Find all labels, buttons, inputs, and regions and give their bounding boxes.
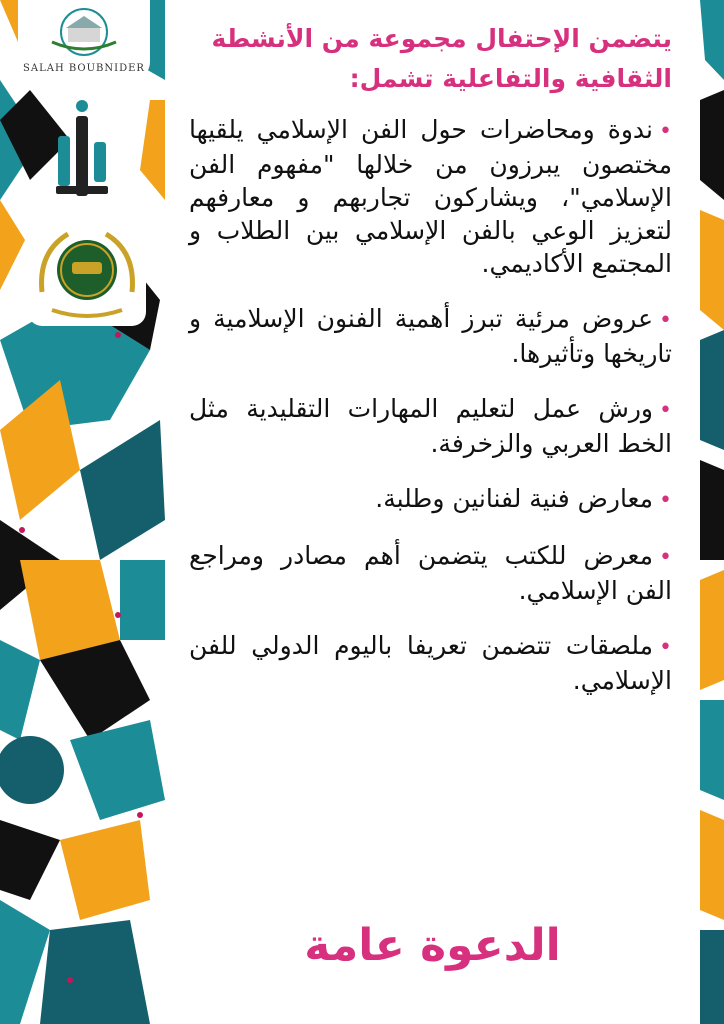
- item-text: معارض فنية لفنانين وطلبة.: [375, 484, 654, 513]
- item-text: ملصقات تتضمن تعريفا باليوم الدولي للفن الإسلامي.: [189, 631, 672, 695]
- bullet-icon: •: [659, 308, 672, 333]
- list-item: [189, 539, 672, 607]
- item-text: عروض مرئية تبرز أهمية الفنون الإسلامية و تاريخها وتأثيرها.: [189, 304, 672, 368]
- bullet-icon: •: [659, 398, 672, 423]
- list-item: [189, 392, 672, 460]
- list-item: [189, 629, 672, 697]
- bullet-icon: •: [659, 545, 672, 570]
- item-text: ندوة ومحاضرات حول الفن الإسلامي يلقيها مختصون يبرزون من خلالها "مفهوم الفن الإسلامي"، ويشاركون تجاربهم و معارفهم لتعزيز الوعي بالفن الإسلامي بين الطلاب و المجتمع الأكاديمي.: [189, 115, 672, 278]
- content-panel: [165, 5, 700, 1005]
- bullet-icon: •: [659, 119, 672, 144]
- university-caption: SALAH BOUBNIDER: [23, 63, 145, 74]
- university-logo-icon: [32, 6, 136, 56]
- item-text: ورش عمل لتعليم المهارات التقليدية مثل الخط العربي والزخرفة.: [189, 394, 672, 458]
- list-item: [189, 113, 672, 280]
- arts-club-logo: [28, 222, 146, 326]
- activities-list: [189, 113, 672, 697]
- list-item: [189, 482, 672, 517]
- university-logo: [18, 0, 150, 80]
- calligraphy-logo: [42, 96, 130, 206]
- intro-heading: يتضمن الإحتفال مجموعة من الأنشطة الثقافية والتفاعلية تشمل:: [211, 24, 672, 93]
- list-item: [189, 302, 672, 370]
- invitation-title: الدعوة عامة: [304, 920, 561, 971]
- arts-club-logo-icon: [28, 222, 146, 326]
- bullet-icon: •: [659, 488, 672, 513]
- item-text: معرض للكتب يتضمن أهم مصادر ومراجع الفن الإسلامي.: [189, 541, 672, 605]
- bullet-icon: •: [659, 635, 672, 660]
- calligraphy-logo-icon: [42, 96, 130, 206]
